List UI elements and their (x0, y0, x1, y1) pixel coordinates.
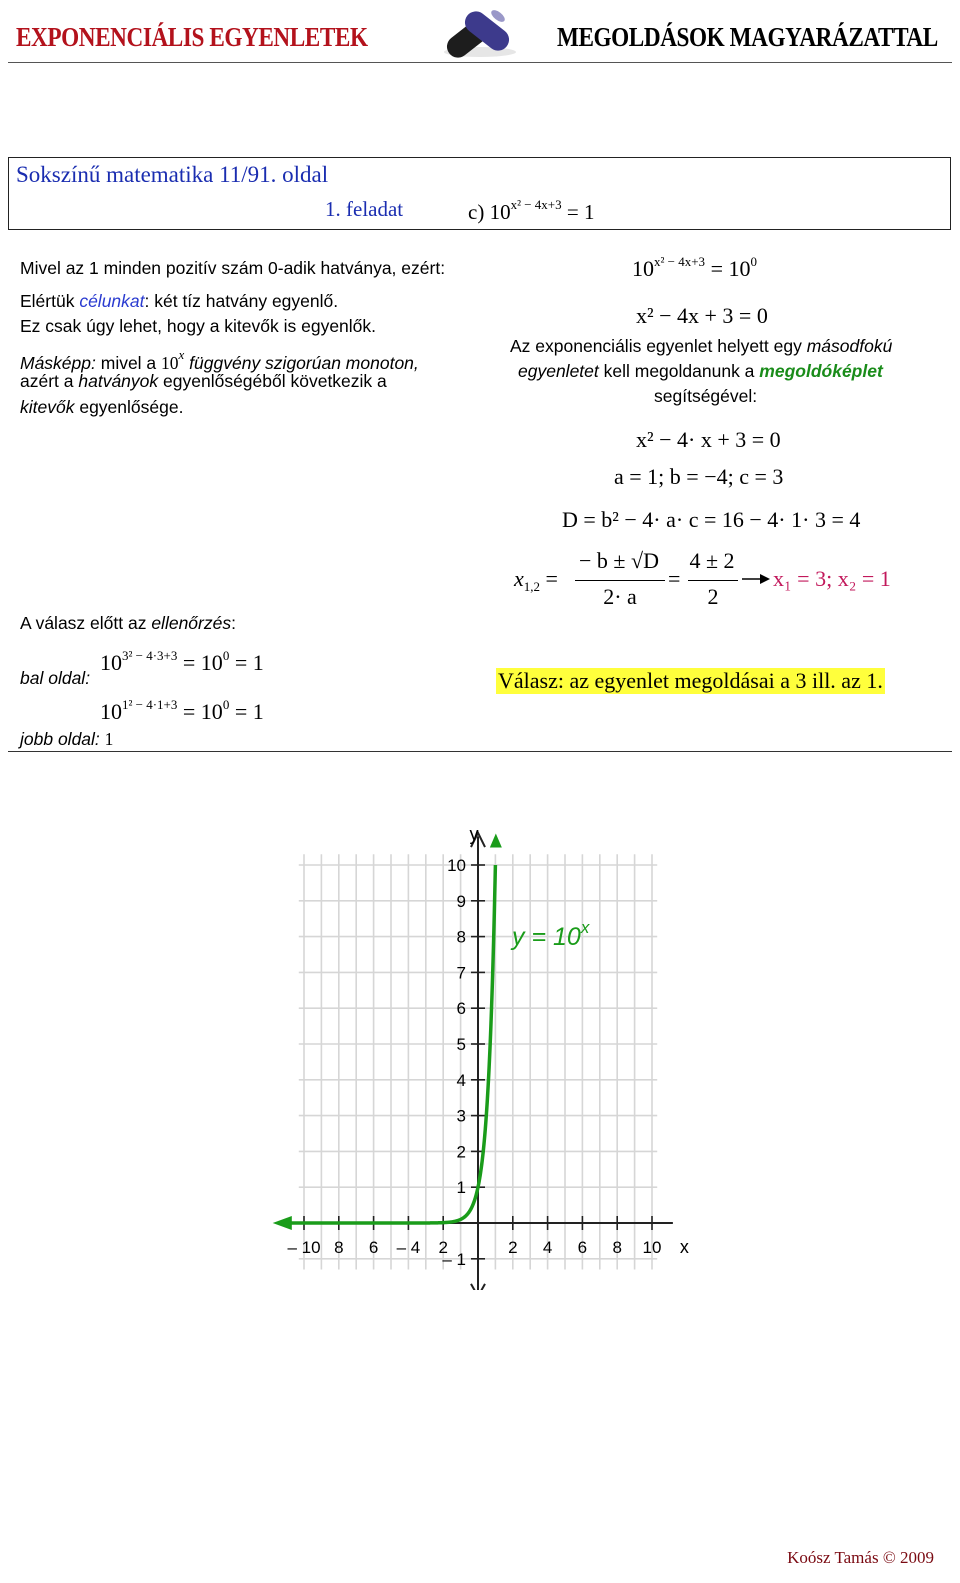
discriminant: D = b² − 4· a· c = 16 − 4· 1· 3 = 4 (562, 507, 861, 532)
text-line-2: Elértük célunkat: két tíz hatvány egyenlő. (20, 291, 339, 311)
quadratic-equation: x² − 4· x + 3 = 0 (636, 427, 781, 452)
solution-label: $x_{1,2}$ = (514, 566, 558, 594)
header-divider (8, 62, 952, 63)
y-tick-label: 9 (456, 891, 466, 911)
y-tick-label: – 1 (442, 1249, 466, 1269)
y-tick-label: 1 (456, 1178, 466, 1198)
header-left-title: EXPONENCIÁLIS EGYENLETEK (16, 22, 368, 52)
source-reference: Sokszínű matematika 11/91. oldal (16, 162, 329, 187)
logo-icon (440, 2, 520, 58)
fraction-2-numerator: 4 ± 2 (689, 548, 735, 573)
y-tick-label: 2 (456, 1142, 466, 1162)
text-line-4: Másképp: mivel a 10$^x$ függvény szigorúan monoton, (20, 347, 419, 373)
text-line-5: azért a hatványok egyenlőségéből következik a (20, 371, 387, 391)
x-tick-label: 8 (612, 1238, 622, 1257)
coefficients: a = 1; b = −4; c = 3 (614, 464, 784, 489)
y-tick-label: 10 (447, 856, 466, 875)
y-axis-label: y (469, 823, 479, 844)
x-tick-label: 4 (542, 1238, 553, 1257)
task-label: 1. feladat (325, 197, 404, 221)
y-tick-label: 4 (456, 1070, 466, 1090)
y-tick-label: 5 (456, 1035, 466, 1054)
text-line-6: kitevők egyenlősége. (20, 397, 184, 417)
x-tick-label: 10 (642, 1238, 662, 1257)
header-right-title: MEGOLDÁSOK MAGYARÁZATTAL (557, 22, 938, 52)
graph-labels (287, 824, 688, 1269)
function-label: $y = 10^x$ (512, 918, 590, 951)
y-tick-label: 7 (456, 963, 466, 983)
answer-highlight: Válasz: az egyenlet megoldásai a 3 ill. az 1. (498, 668, 883, 693)
check-equation-2: $10^{1^2 - 4\cdot 1+3} = 10^0 = 1$ (100, 697, 264, 724)
text-line-3: Ez csak úgy lehet, hogy a kitevők is egyenlők. (20, 316, 377, 336)
right-side-line: jobb oldal: 1 (20, 729, 114, 749)
x-axis-label: x (679, 1237, 689, 1257)
arrow-icon (742, 572, 770, 591)
right-equation-2: x² − 4x + 3 = 0 (636, 303, 768, 328)
equals-sign: = (668, 566, 681, 591)
exponential-graph (270, 820, 710, 1290)
explanation-line-1: Az exponenciális egyenlet helyett egy másodfokú (510, 336, 893, 356)
y-tick-label: 8 (456, 927, 466, 947)
text-line-1: Mivel az 1 minden pozitív szám 0-adik hatványa, ezért: (20, 258, 446, 278)
explanation-line-2: egyenletet kell megoldanunk a megoldóképlet (518, 361, 883, 381)
solutions: x₁ = 3; x₂ = 1 (773, 566, 891, 591)
x-tick-label: 8 (334, 1238, 344, 1257)
x-tick-label: – 10 (287, 1238, 321, 1257)
y-tick-label: 3 (456, 1106, 466, 1126)
x-tick-label: 6 (368, 1238, 379, 1257)
x-tick-label: 2 (508, 1238, 518, 1257)
fraction-2-denominator: 2 (707, 584, 719, 609)
fraction-1-numerator: − b ± √D (579, 548, 659, 573)
x-tick-label: 6 (577, 1238, 588, 1257)
section-divider (8, 751, 952, 752)
fraction-1-bar (575, 580, 665, 581)
right-equation-1: $10^{x^2 - 4x+3} = 10^0$ (632, 254, 757, 281)
explanation-line-3: segítségével: (654, 386, 758, 406)
curve-arrow-icon (490, 834, 502, 848)
check-intro: A válasz előtt az ellenőrzés: (20, 613, 236, 633)
y-tick-label: 6 (456, 999, 466, 1019)
x-tick-label: 2 (438, 1238, 448, 1257)
fraction-1-denominator: 2· a (603, 584, 637, 609)
fraction-2-bar (688, 580, 738, 581)
footer-author: Koósz Tamás © 2009 (787, 1548, 934, 1567)
left-side-label: bal oldal: (20, 668, 91, 688)
task-equation: c) $10^{x^2 - 4x+3} = 1$ (468, 197, 595, 224)
x-tick-label: – 4 (396, 1238, 421, 1257)
check-equation-1: $10^{3^2 - 4\cdot 3+3} = 10^0 = 1$ (100, 648, 264, 675)
